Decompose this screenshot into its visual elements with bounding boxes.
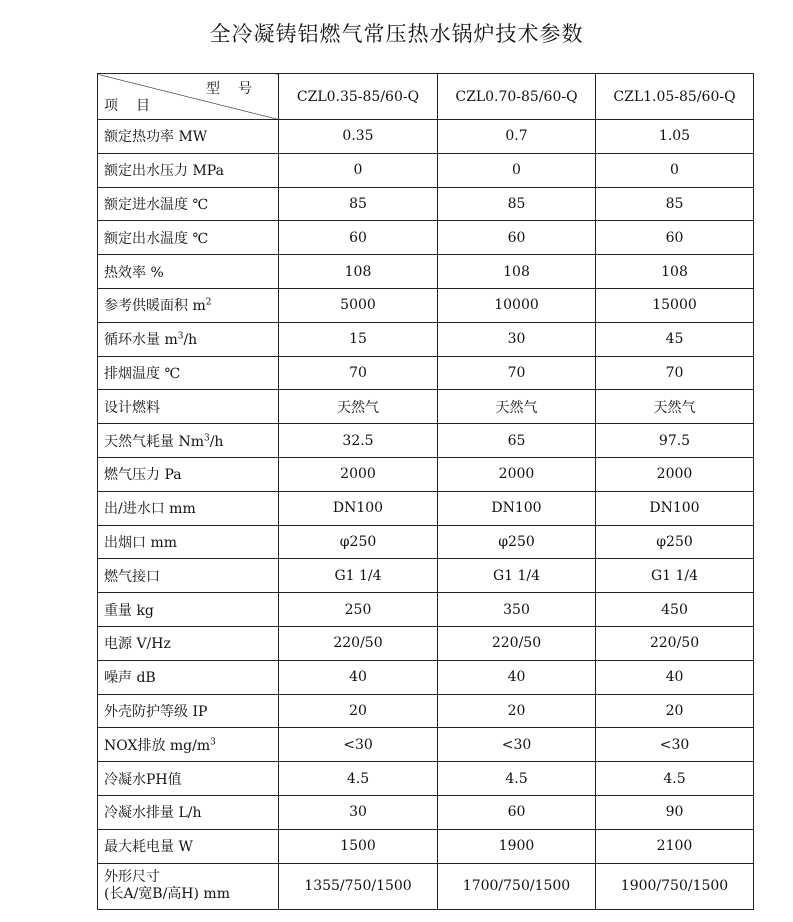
row-label-superscript: 3 (177, 331, 184, 342)
row-label-text: 噪声 dB (104, 670, 156, 687)
row-label (98, 795, 279, 829)
table-cell: 2000 (596, 457, 754, 491)
row-label-text: NOX排放 mg/m (104, 737, 211, 754)
table-cell: 0 (596, 153, 754, 187)
row-label-text: 冷凝水排量 L/h (104, 805, 202, 822)
row-label-text: 电源 V/Hz (104, 636, 171, 653)
row-label (98, 390, 279, 424)
row-label-superscript: 2 (205, 297, 212, 308)
table-cell: 0.7 (438, 120, 596, 154)
table-cell: 350 (438, 593, 596, 627)
table-cell: <30 (596, 728, 754, 762)
table-cell: 90 (596, 795, 754, 829)
table-cell: 1500 (279, 829, 438, 863)
table-cell: <30 (438, 728, 596, 762)
page-title: 全冷凝铸铝燃气常压热水锅炉技术参数 (209, 22, 584, 46)
table-cell: 40 (438, 660, 596, 694)
row-label-superscript: 3 (203, 432, 210, 443)
table-cell: 220/50 (438, 626, 596, 660)
table-cell: 2100 (596, 829, 754, 863)
table-row (98, 153, 754, 187)
table-row (98, 559, 754, 593)
table-cell: G1 1/4 (279, 559, 438, 593)
model-header-2: CZL0.70-85/60-Q (438, 74, 596, 120)
table-cell: 30 (438, 322, 596, 356)
table-cell: <30 (279, 728, 438, 762)
row-label (98, 593, 279, 627)
table-cell: DN100 (596, 491, 754, 525)
row-label (98, 255, 279, 289)
table-cell: 20 (279, 694, 438, 728)
row-label (98, 187, 279, 221)
table-cell: φ250 (279, 525, 438, 559)
table-row (98, 255, 754, 289)
table-row (98, 660, 754, 694)
row-label-text: 冷凝水PH值 (104, 771, 182, 788)
table-row (98, 187, 754, 221)
table-cell: 0.35 (279, 120, 438, 154)
row-label-text: 燃气接口 (104, 568, 160, 585)
row-label (98, 626, 279, 660)
header-row (98, 74, 754, 120)
corner-header-cell (98, 74, 279, 120)
table-row (98, 390, 754, 424)
table-cell: 40 (596, 660, 754, 694)
table-cell: 1.05 (596, 120, 754, 154)
row-label (98, 288, 279, 322)
table-row (98, 829, 754, 863)
table-cell: 108 (438, 255, 596, 289)
row-label-text: 排烟温度 ℃ (104, 365, 181, 382)
row-label-text: 出烟口 mm (104, 534, 178, 551)
row-label-text: 外壳防护等级 IP (104, 703, 208, 720)
table-cell: 20 (596, 694, 754, 728)
model-header-3: CZL1.05-85/60-Q (596, 74, 754, 120)
table-cell: 1355/750/1500 (279, 863, 438, 909)
table-cell: 85 (596, 187, 754, 221)
table-cell: 85 (438, 187, 596, 221)
row-label-suffix: /h (209, 433, 224, 450)
table-cell: 60 (596, 221, 754, 255)
table-cell: 32.5 (279, 424, 438, 458)
table-row (98, 728, 754, 762)
table-cell: 108 (596, 255, 754, 289)
table-cell: 20 (438, 694, 596, 728)
table-cell: 450 (596, 593, 754, 627)
table-row (98, 694, 754, 728)
table-row (98, 525, 754, 559)
model-header-1: CZL0.35-85/60-Q (279, 74, 438, 120)
table-cell: DN100 (279, 491, 438, 525)
table-cell: 4.5 (438, 762, 596, 796)
row-label-text: 天然气耗量 Nm (104, 433, 204, 450)
table-cell: 15 (279, 322, 438, 356)
table-cell: 60 (279, 221, 438, 255)
row-label (98, 559, 279, 593)
table-row (98, 593, 754, 627)
table-cell: 40 (279, 660, 438, 694)
table-cell: 220/50 (279, 626, 438, 660)
table-row (98, 356, 754, 390)
row-label (98, 322, 279, 356)
table-cell: 0 (279, 153, 438, 187)
row-label-line2: (长A/宽B/高H) mm (104, 886, 230, 903)
row-label-suffix: /h (183, 332, 198, 349)
table-row (98, 762, 754, 796)
table-cell: 1900 (438, 829, 596, 863)
table-cell: 天然气 (438, 390, 596, 424)
row-label-text: 额定出水温度 ℃ (104, 230, 209, 247)
row-label-text: 重量 kg (104, 602, 154, 619)
row-label-text: 燃气压力 Pa (104, 467, 182, 484)
table-cell: 2000 (279, 457, 438, 491)
table-cell: φ250 (438, 525, 596, 559)
row-label-line1: 外形尺寸 (104, 869, 160, 886)
table-cell: 45 (596, 322, 754, 356)
table-cell: 60 (438, 221, 596, 255)
table-row (98, 491, 754, 525)
table-row (98, 322, 754, 356)
table-cell: 70 (438, 356, 596, 390)
table-cell: 250 (279, 593, 438, 627)
table-cell: 2000 (438, 457, 596, 491)
row-label (98, 829, 279, 863)
row-label-text: 额定热功率 MW (104, 129, 208, 146)
row-label (98, 457, 279, 491)
row-label-text: 设计燃料 (104, 399, 160, 416)
table-row (98, 863, 754, 909)
row-label-text: 出/进水口 mm (104, 501, 196, 518)
table-cell: φ250 (596, 525, 754, 559)
table-cell: 97.5 (596, 424, 754, 458)
table-cell: 1700/750/1500 (438, 863, 596, 909)
table-cell: 220/50 (596, 626, 754, 660)
table-cell: 85 (279, 187, 438, 221)
table-row (98, 221, 754, 255)
row-label (98, 221, 279, 255)
table-row (98, 288, 754, 322)
table-cell: 天然气 (279, 390, 438, 424)
table-cell: 0 (438, 153, 596, 187)
table-cell: G1 1/4 (596, 559, 754, 593)
table-cell: 60 (438, 795, 596, 829)
row-label-text: 额定出水压力 MPa (104, 163, 224, 180)
table-cell: 1900/750/1500 (596, 863, 754, 909)
table-cell: G1 1/4 (438, 559, 596, 593)
row-label (98, 863, 279, 909)
table-row (98, 795, 754, 829)
table-row (98, 457, 754, 491)
row-label-superscript: 3 (210, 737, 216, 748)
spec-table (97, 73, 754, 910)
row-label (98, 153, 279, 187)
row-label-text: 参考供暖面积 m (104, 298, 206, 315)
row-label (98, 728, 279, 762)
row-label-text: 循环水量 m (104, 332, 178, 349)
table-cell: 10000 (438, 288, 596, 322)
table-cell: 4.5 (596, 762, 754, 796)
corner-top-label: 型号 (206, 81, 270, 97)
row-label-text: 最大耗电量 W (104, 839, 193, 856)
table-cell: 天然气 (596, 390, 754, 424)
table-row (98, 120, 754, 154)
row-label (98, 660, 279, 694)
table-cell: 4.5 (279, 762, 438, 796)
table-cell: 108 (279, 255, 438, 289)
table-cell: 65 (438, 424, 596, 458)
row-label (98, 525, 279, 559)
table-cell: DN100 (438, 491, 596, 525)
row-label-text: 热效率 % (104, 264, 164, 281)
corner-bottom-label: 项目 (104, 98, 168, 114)
row-label (98, 120, 279, 154)
table-cell: 70 (596, 356, 754, 390)
table-cell: 30 (279, 795, 438, 829)
table-row (98, 626, 754, 660)
row-label (98, 694, 279, 728)
table-row (98, 424, 754, 458)
table-cell: 15000 (596, 288, 754, 322)
table-cell: 5000 (279, 288, 438, 322)
row-label (98, 356, 279, 390)
table-cell: 70 (279, 356, 438, 390)
row-label (98, 491, 279, 525)
row-label (98, 762, 279, 796)
row-label-text: 额定进水温度 ℃ (104, 196, 209, 213)
row-label (98, 424, 279, 458)
